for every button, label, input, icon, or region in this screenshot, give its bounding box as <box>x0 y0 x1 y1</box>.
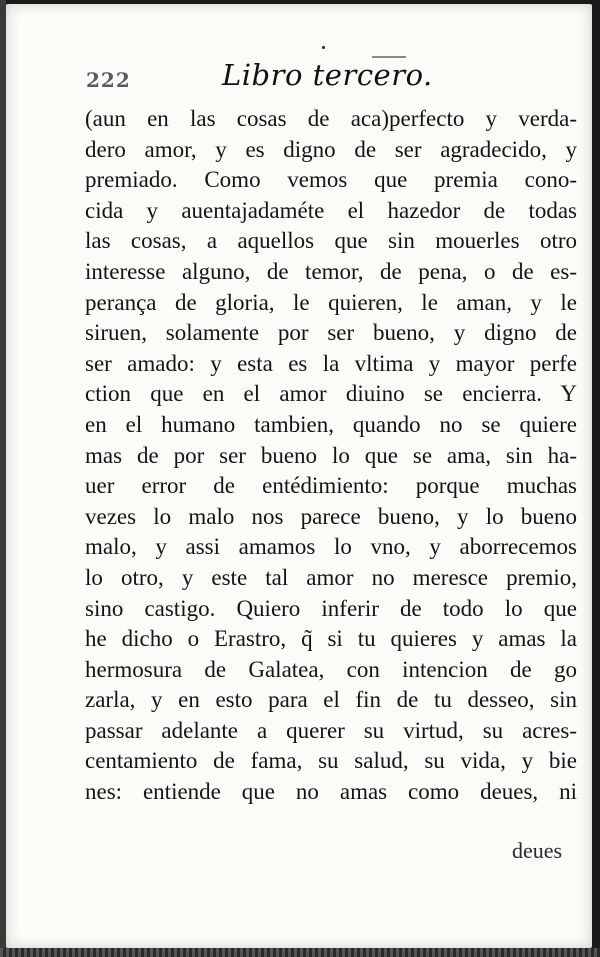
text-line: ser amado: y esta es la vltima y mayor perfe <box>85 350 577 376</box>
page-header <box>0 58 600 98</box>
catchword: deues <box>512 838 563 863</box>
text-line: uer error de entédimiento: porque muchas <box>85 473 577 499</box>
text-line: vezes lo malo nos parece bueno, y lo bueno <box>85 503 577 529</box>
text-line: cida y auentajadaméte el hazedor de todas <box>85 197 577 223</box>
text-line: passar adelante a querer su virtud, su acres- <box>85 717 577 743</box>
text-line: malo, y assi amamos lo vno, y aborrecemos <box>85 534 577 560</box>
text-line: nes: entiende que no amas como deues, ni <box>85 779 577 805</box>
running-head: Libro tercero. <box>222 58 433 92</box>
text-line: lo otro, y este tal amor no meresce premio, <box>85 564 577 590</box>
text-line: zarla, y en esto para el fin de tu desseo, sin <box>85 687 577 713</box>
text-line: mas de por ser bueno lo que se ama, sin ha- <box>85 442 577 468</box>
text-line: premiado. Como vemos que premia cono- <box>85 167 577 193</box>
text-line: dero amor, y es digno de ser agradecido, y <box>85 136 577 162</box>
body-text <box>85 104 577 808</box>
text-line: he dicho o Erastro, q̃ si tu quieres y amas la <box>85 626 577 652</box>
ink-dot <box>322 46 325 49</box>
text-line: centamiento de fama, su salud, su vida, y bie <box>85 748 577 774</box>
text-line: en el humano tambien, quando no se quiere <box>85 411 577 437</box>
text-line: hermosura de Galatea, con intencion de go <box>85 656 577 682</box>
text-line: (aun en las cosas de aca)perfecto y verda- <box>85 106 577 131</box>
text-line: sino castigo. Quiero inferir de todo lo que <box>85 595 577 621</box>
text-line: perança de gloria, le quieren, le aman, y le <box>85 289 577 315</box>
book-bottom-edge <box>0 948 600 957</box>
text-line: ction que en el amor diuino se encierra. Y <box>85 381 577 407</box>
text-line: las cosas, a aquellos que sin mouerles otro <box>85 228 577 254</box>
folio-number: 222 <box>86 68 131 92</box>
text-line: interesse alguno, de temor, de pena, o de es- <box>85 258 577 284</box>
text-line: siruen, solamente por ser bueno, y digno de <box>85 320 577 346</box>
